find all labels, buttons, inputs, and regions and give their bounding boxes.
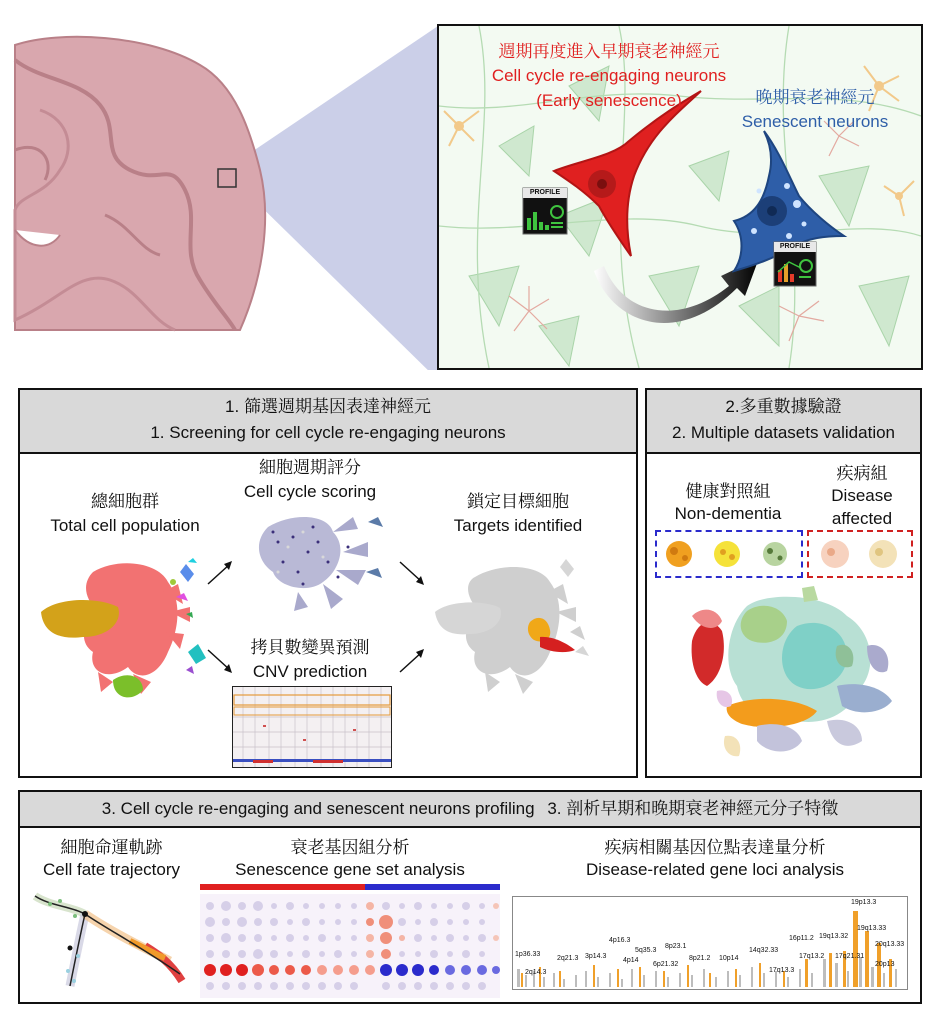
locus-label-4p16-3: 4p16.3 <box>609 937 631 944</box>
locus-label-8p23-1: 8p23.1 <box>665 943 687 950</box>
cell-cycle-scoring-umap <box>238 502 398 612</box>
total-population-label <box>30 492 220 537</box>
trajectory-label-zh: 細胞命運軌跡 <box>60 838 163 857</box>
locus-label-17q21-31: 17q21.31 <box>835 953 865 960</box>
gene-loci-label <box>520 838 910 881</box>
scoring-label-zh: 細胞週期評分 <box>259 458 361 477</box>
non-dementia-datasets-box <box>655 530 803 578</box>
panel2-header-zh: 2.多重數據驗證 <box>725 397 842 416</box>
arrow-to-scoring <box>206 558 236 588</box>
panel-screening <box>18 388 638 778</box>
locus-label-17q13-2: 17q13.2 <box>799 953 825 960</box>
disease-label-en1: Disease <box>831 486 893 506</box>
locus-label-19q13-32: 19q13.32 <box>819 933 849 940</box>
locus-label-16p11-2: 16p11.2 <box>789 935 814 942</box>
senescence-dot-plot <box>200 884 500 1000</box>
gene-loci-bar-chart <box>512 896 908 990</box>
integrated-umap <box>687 586 897 766</box>
panel-screening-header <box>20 390 636 454</box>
panel3-header-en: 3. Cell cycle re-engaging and senescent neurons profiling <box>101 799 535 818</box>
locus-label-2q21-3: 2q21.3 <box>557 955 579 962</box>
trajectory-label-en: Cell fate trajectory <box>43 860 180 880</box>
disease-datasets-box <box>807 530 913 578</box>
locus-label-1p36-33: 1p36.33 <box>515 951 541 958</box>
geneset-label-en: Senescence gene set analysis <box>235 860 465 880</box>
disease-label-zh: 疾病組 <box>836 464 888 483</box>
locus-label-3p14-3: 3p14.3 <box>585 953 607 960</box>
cnv-heatmap <box>232 686 392 768</box>
locus-label-10p14: 10p14 <box>719 955 739 962</box>
locus-label-6p21-32: 6p21.32 <box>653 961 679 968</box>
targets-umap <box>430 552 620 702</box>
locus-label-19q13-33: 19q13.33 <box>857 925 887 932</box>
locus-label-19p13-3: 19p13.3 <box>851 899 877 906</box>
locus-label-5q35-3: 5q35.3 <box>635 947 657 954</box>
locus-label-8p21-2: 8p21.2 <box>689 955 711 962</box>
panel-profiling-header <box>20 792 920 828</box>
disease-label-en2: affected <box>831 508 893 528</box>
locus-label-17q13-3: 17q13.3 <box>769 967 795 974</box>
early-label-en2: (Early senescence) <box>536 90 682 110</box>
targets-label-zh: 鎖定目標細胞 <box>467 492 569 511</box>
panel-validation-header <box>647 390 920 454</box>
cnv-label-zh: 拷貝數變異預測 <box>250 638 370 657</box>
cnv-label-en: CNV prediction <box>252 662 368 682</box>
panel1-header-en: 1. Screening for cell cycle re-engaging neurons <box>150 423 506 443</box>
geneset-label-zh: 衰老基因組分析 <box>290 838 410 857</box>
cell-fate-trajectory-plot <box>30 886 190 996</box>
neuron-inset-panel <box>437 24 923 370</box>
panel-profiling <box>18 790 922 1004</box>
brain-illustration <box>0 20 440 370</box>
panel2-header-en: 2. Multiple datasets validation <box>671 423 896 443</box>
loci-label-zh: 疾病相關基因位點表達量分析 <box>604 838 826 857</box>
control-label-en: Non-dementia <box>674 504 782 524</box>
profile-label-early: PROFILE <box>529 189 561 196</box>
late-label-zh: 晚期衰老神經元 <box>755 88 875 107</box>
locus-label-4p14: 4p14 <box>623 957 639 964</box>
profile-label-late: PROFILE <box>779 243 811 250</box>
panel3-header-zh: 3. 剖析早期和晚期衰老神經元分子特徵 <box>547 799 839 818</box>
arrow-to-cnv <box>206 646 236 676</box>
cell-cycle-scoring-label <box>220 458 400 503</box>
disease-affected-label <box>807 464 917 529</box>
panel-validation <box>645 388 922 778</box>
arrow-cnv-to-targets <box>398 646 428 676</box>
total-label-en: Total cell population <box>50 516 200 536</box>
cell-fate-trajectory-label <box>24 838 199 881</box>
cnv-prediction-label <box>220 638 400 683</box>
non-dementia-label <box>653 482 803 525</box>
locus-label-20q13-33: 20q13.33 <box>875 941 905 948</box>
scoring-label-en: Cell cycle scoring <box>243 482 377 502</box>
arrow-scoring-to-targets <box>398 558 428 588</box>
locus-label-2q14-3: 2q14.3 <box>525 969 547 976</box>
panel1-header-zh: 1. 篩選週期基因表達神經元 <box>225 397 431 416</box>
late-senescence-label <box>725 88 905 133</box>
targets-identified-label <box>428 492 608 537</box>
early-label-en1: Cell cycle re-engaging neurons <box>491 66 727 86</box>
locus-label-20p13: 20p13 <box>875 961 895 968</box>
late-label-en: Senescent neurons <box>741 112 889 132</box>
targets-label-en: Targets identified <box>453 516 583 536</box>
senescence-gene-set-label <box>200 838 500 881</box>
locus-label-14q32-33: 14q32.33 <box>749 947 779 954</box>
total-label-zh: 總細胞群 <box>91 492 159 511</box>
loci-label-en: Disease-related gene loci analysis <box>586 860 844 880</box>
total-population-umap <box>38 552 228 702</box>
control-label-zh: 健康對照組 <box>685 482 771 501</box>
early-senescence-label <box>459 42 759 111</box>
early-label-zh: 週期再度進入早期衰老神經元 <box>498 42 720 61</box>
